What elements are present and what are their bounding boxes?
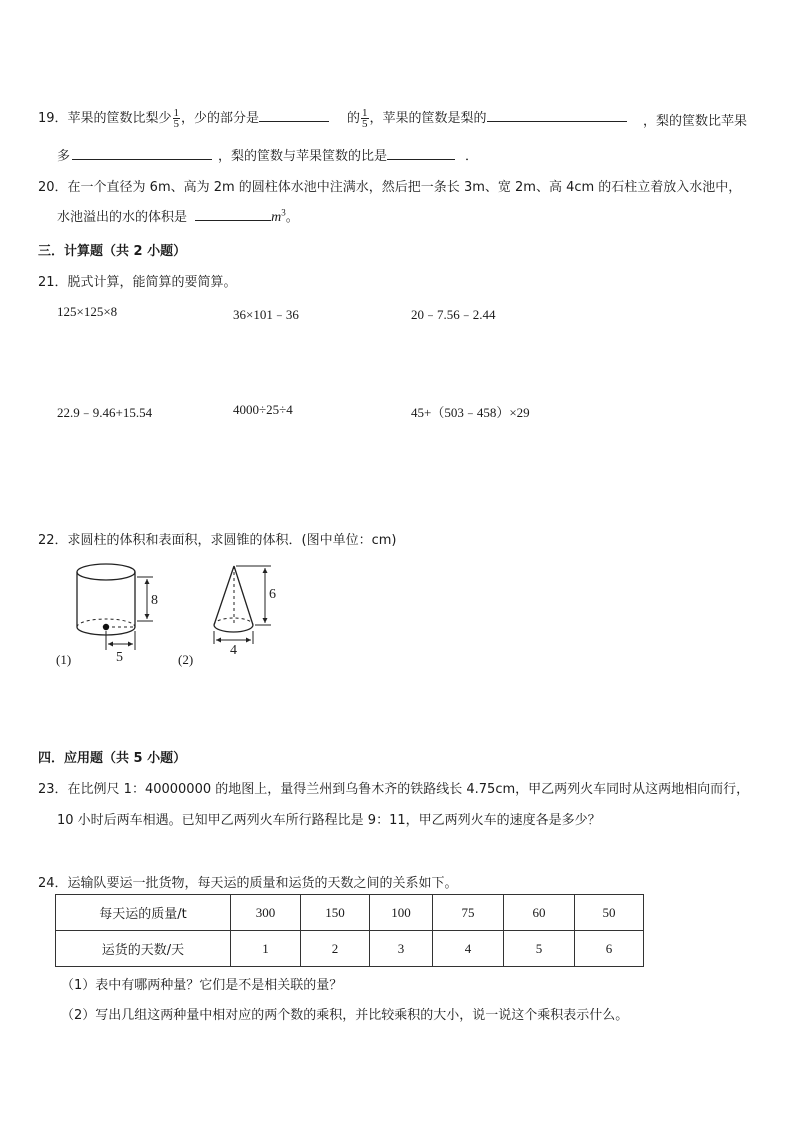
q19-line1c — [643, 110, 747, 129]
figure-label: (1) — [56, 652, 72, 667]
answer-blank[interactable] — [195, 207, 271, 221]
expression-item: 125×125×8 — [57, 304, 118, 319]
q20-line2 — [57, 206, 299, 226]
unit-cubic-meter: $m^3$ — [271, 207, 286, 225]
q19-text-1: 19．苹果的筐数比梨少 — [38, 111, 172, 126]
q19-text-3: 的 — [347, 111, 361, 126]
answer-blank[interactable] — [72, 146, 212, 160]
section-title: 三．计算题（共 2 小题） — [38, 244, 187, 259]
dimension-label: 5 — [116, 650, 123, 665]
table-header-cell: 每天运的质量/t — [56, 895, 231, 931]
expression-item: 45+（503﹣458）×29 — [411, 405, 530, 420]
q19-line1b — [347, 108, 627, 129]
table-row — [56, 895, 644, 931]
q21-prompt: 21．脱式计算，能简算的要简算。 — [38, 275, 237, 290]
q19-text-6: 多 — [57, 149, 71, 164]
table-cell: 100 — [370, 895, 433, 931]
data-table — [55, 894, 644, 967]
q22-prompt: 22．求圆柱的体积和表面积，求圆锥的体积．(图中单位：cm) — [38, 533, 397, 548]
table-cell: 60 — [504, 895, 575, 931]
figure-label: (2) — [178, 652, 194, 667]
answer-blank[interactable] — [387, 146, 455, 160]
table-cell: 4 — [433, 931, 504, 967]
q20-text: 水池溢出的水的体积是 — [57, 210, 188, 225]
cylinder-figure — [55, 558, 165, 668]
expression-item: 20﹣7.56﹣2.44 — [411, 307, 496, 322]
q19-line1 — [38, 108, 329, 129]
dimension-label: 6 — [269, 587, 276, 602]
table-header-cell: 运货的天数/天 — [56, 931, 231, 967]
section-title: 四．应用题（共 5 小题） — [38, 751, 187, 766]
table-cell: 1 — [231, 931, 301, 967]
table-cell: 3 — [370, 931, 433, 967]
center-dot-icon — [103, 624, 109, 630]
expression-item: 36×101﹣36 — [233, 307, 299, 322]
table-cell: 6 — [575, 931, 644, 967]
q19-text-7: ，梨的筐数与苹果筐数的比是 — [218, 149, 388, 164]
q19-text-2: ，少的部分是 — [181, 111, 260, 126]
expression-item: 22.9﹣9.46+15.54 — [57, 405, 153, 420]
table-cell: 50 — [575, 895, 644, 931]
answer-blank[interactable] — [487, 108, 627, 122]
q20-end: 。 — [285, 210, 299, 225]
q20-line1: 20．在一个直径为 6m、高为 2m 的圆柱体水池中注满水，然后把一条长 3m、宽 2m、高 4cm 的石柱立着放入水池中， — [38, 180, 742, 195]
table-row — [56, 931, 644, 967]
expression-item: 4000÷25÷4 — [233, 402, 293, 417]
q23-line1: 23．在比例尺 1：40000000 的地图上，量得兰州到乌鲁木齐的铁路线长 4.75cm，甲乙两列火车同时从这两地相向而行， — [38, 782, 750, 797]
q23-line2: 10 小时后两车相遇。已知甲乙两列火车所行路程比是 9：11，甲乙两列火车的速度各是多少？ — [57, 813, 601, 828]
q24-sub1: （1）表中有哪两种量？它们是不是相关联的量？ — [61, 978, 343, 993]
fraction-one-fifth: $\frac{1}{5}$ — [362, 107, 368, 130]
dimension-label: 4 — [230, 643, 237, 658]
q19-text-4: ，苹果的筐数是梨的 — [369, 111, 487, 126]
q24-sub2: （2）写出几组这两种量中相对应的两个数的乘积，并比较乘积的大小，说一说这个乘积表示什么。 — [61, 1008, 629, 1023]
q19-text-8: ． — [465, 149, 479, 164]
table-cell: 300 — [231, 895, 301, 931]
table-cell: 75 — [433, 895, 504, 931]
q19-line2 — [57, 145, 478, 164]
q24-prompt: 24．运输队要运一批货物，每天运的质量和运货的天数之间的关系如下。 — [38, 876, 458, 891]
answer-blank[interactable] — [259, 108, 329, 122]
table-cell: 2 — [301, 931, 370, 967]
fraction-one-fifth: $\frac{1}{5}$ — [173, 107, 180, 130]
table-cell: 5 — [504, 931, 575, 967]
cone-figure — [205, 558, 285, 658]
table-cell: 150 — [301, 895, 370, 931]
q19-text-5: ，梨的筐数比苹果 — [643, 114, 748, 129]
dimension-label: 8 — [151, 593, 158, 608]
